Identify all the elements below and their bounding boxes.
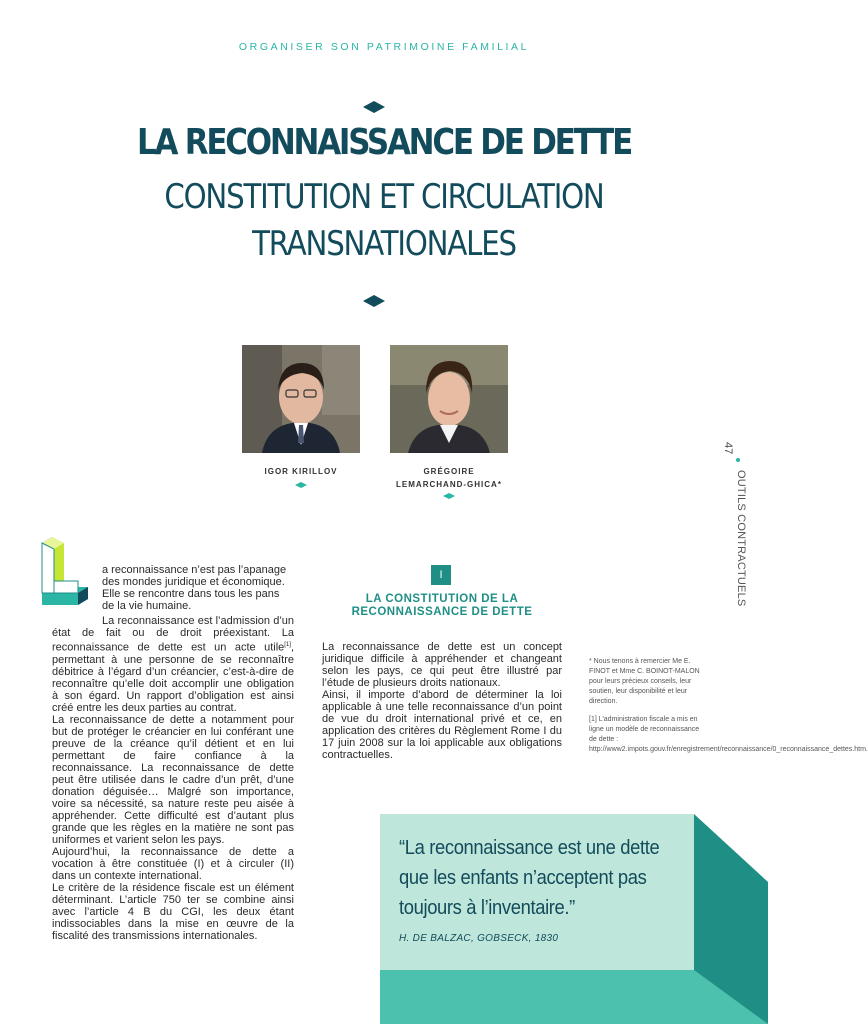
diamond-ornament-icon bbox=[443, 493, 455, 499]
intro-line-2: des mondes juridique et économique. bbox=[102, 576, 285, 588]
pull-quote: “La reconnaissance est une dette que les enfants n’acceptent pas toujours à l’inventaire.” bbox=[399, 837, 660, 919]
intro-line-4: de la vie humaine. bbox=[102, 600, 192, 612]
header-kicker: ORGANISER SON PATRIMOINE FAMILIAL bbox=[238, 41, 530, 53]
paragraph-3: Aujourd’hui, la reconnaissance de dette a vocation à être constituée (I) et à circuler (II) dans un contexte international. bbox=[52, 845, 294, 882]
paragraph-1: La reconnaissance est l’admission d’un état de fait ou de droit préexistant. La reconnaissance de dette est un acte utile[1], permettant à une personne de se reconnaître débitrice à l’égard d’un créancier, c’est-à-dire de reconnaître qu’elle doit accomplir une obligation à son égard. Un rapport d’obligation est ainsi créé entre les deux parties au contrat. bbox=[52, 615, 294, 714]
footnote-1: * Nous tenons à remercier Me E. FINOT et Mme C. BOINOT-MALON pour leurs précieux conseils, leur soutien, leur disponibilité et leur direction. bbox=[589, 658, 700, 705]
column-2-text bbox=[322, 641, 562, 761]
article-subtitle bbox=[54, 174, 714, 268]
diamond-ornament-icon bbox=[363, 295, 385, 307]
section-number-badge: I bbox=[431, 565, 451, 585]
subtitle-line-2: TRANSNATIONALES bbox=[252, 224, 516, 264]
intro-line-3: Elle se rencontre dans tous les pans bbox=[102, 588, 280, 600]
paragraph-4: Le critère de la résidence fiscale est un élément déterminant. L’article 750 ter se combine ainsi avec l’article 4 B du CGI, les deux étant indissociables dans la mise en œuvre de la fiscalité des transmissions internationales. bbox=[52, 881, 294, 942]
intro-lines bbox=[102, 564, 294, 612]
drop-cap-letter bbox=[38, 535, 98, 615]
paragraph-2: La reconnaissance de dette a notamment pour but de protéger le créancier en lui conférant une preuve de la créance qu’il détient et en lui permettant de faire confiance à la reconnaissance. La reconnaissance de dette peut être utilisée dans le cadre d’un prêt, d’une donation déguisée… Malgré son importance, voire sa nécessité, sa nature reste peu aisée à appréhender. Cette difficulté est d’autant plus grande que les règles en la matière ne sont pas uniformes et varient selon les pays. bbox=[52, 713, 294, 846]
intro-line-1: a reconnaissance n’est pas l’apanage bbox=[102, 564, 287, 576]
article-title: LA RECONNAISSANCE DE DETTE bbox=[137, 122, 631, 163]
col2-paragraph-1: La reconnaissance de dette est un concept juridique difficile à appréhender et changeant selon les pays, ce qui peut être illustré par l’étude de plusieurs droits nationaux. bbox=[322, 641, 562, 689]
col2-paragraph-2: Ainsi, il importe d’abord de déterminer la loi applicable à une telle reconnaissance d’un point de vue du droit international privé et ce, en application des critères du Règlement Rome I du 17 juin 2008 sur la loi applicable aux obligations contractuelles. bbox=[322, 689, 562, 761]
page-number: 47 bbox=[722, 442, 734, 455]
quote-attribution: H. DE BALZAC, GOBSECK, 1830 bbox=[399, 933, 559, 944]
diamond-ornament-icon bbox=[295, 482, 307, 488]
section-title: LA CONSTITUTION DE LA RECONNAISSANCE DE DETTE bbox=[351, 593, 533, 618]
footnotes bbox=[589, 657, 868, 763]
diamond-ornament-icon bbox=[363, 101, 385, 113]
side-section-label: OUTILS CONTRACTUELS bbox=[735, 470, 747, 607]
author-name-2: GRÉGOIRE LEMARCHAND-GHICA* bbox=[396, 467, 502, 489]
side-bullet bbox=[736, 458, 740, 462]
subtitle-line-1: CONSTITUTION ET CIRCULATION bbox=[164, 177, 604, 217]
author-portrait-kirillov bbox=[242, 345, 360, 453]
footnote-2: [1] L’administration fiscale a mis en ligne un modèle de reconnaissance de dette : http://www2.impots.gouv.fr/enregistrement/reconnaissance/0_reconnaissance_dettes.htm. bbox=[589, 716, 868, 753]
author-name-1: IGOR KIRILLOV bbox=[264, 467, 338, 476]
author-portrait-lemarchand-ghica bbox=[390, 345, 508, 453]
column-1-text bbox=[52, 615, 294, 942]
footnote-ref[interactable]: [1] bbox=[284, 642, 291, 648]
